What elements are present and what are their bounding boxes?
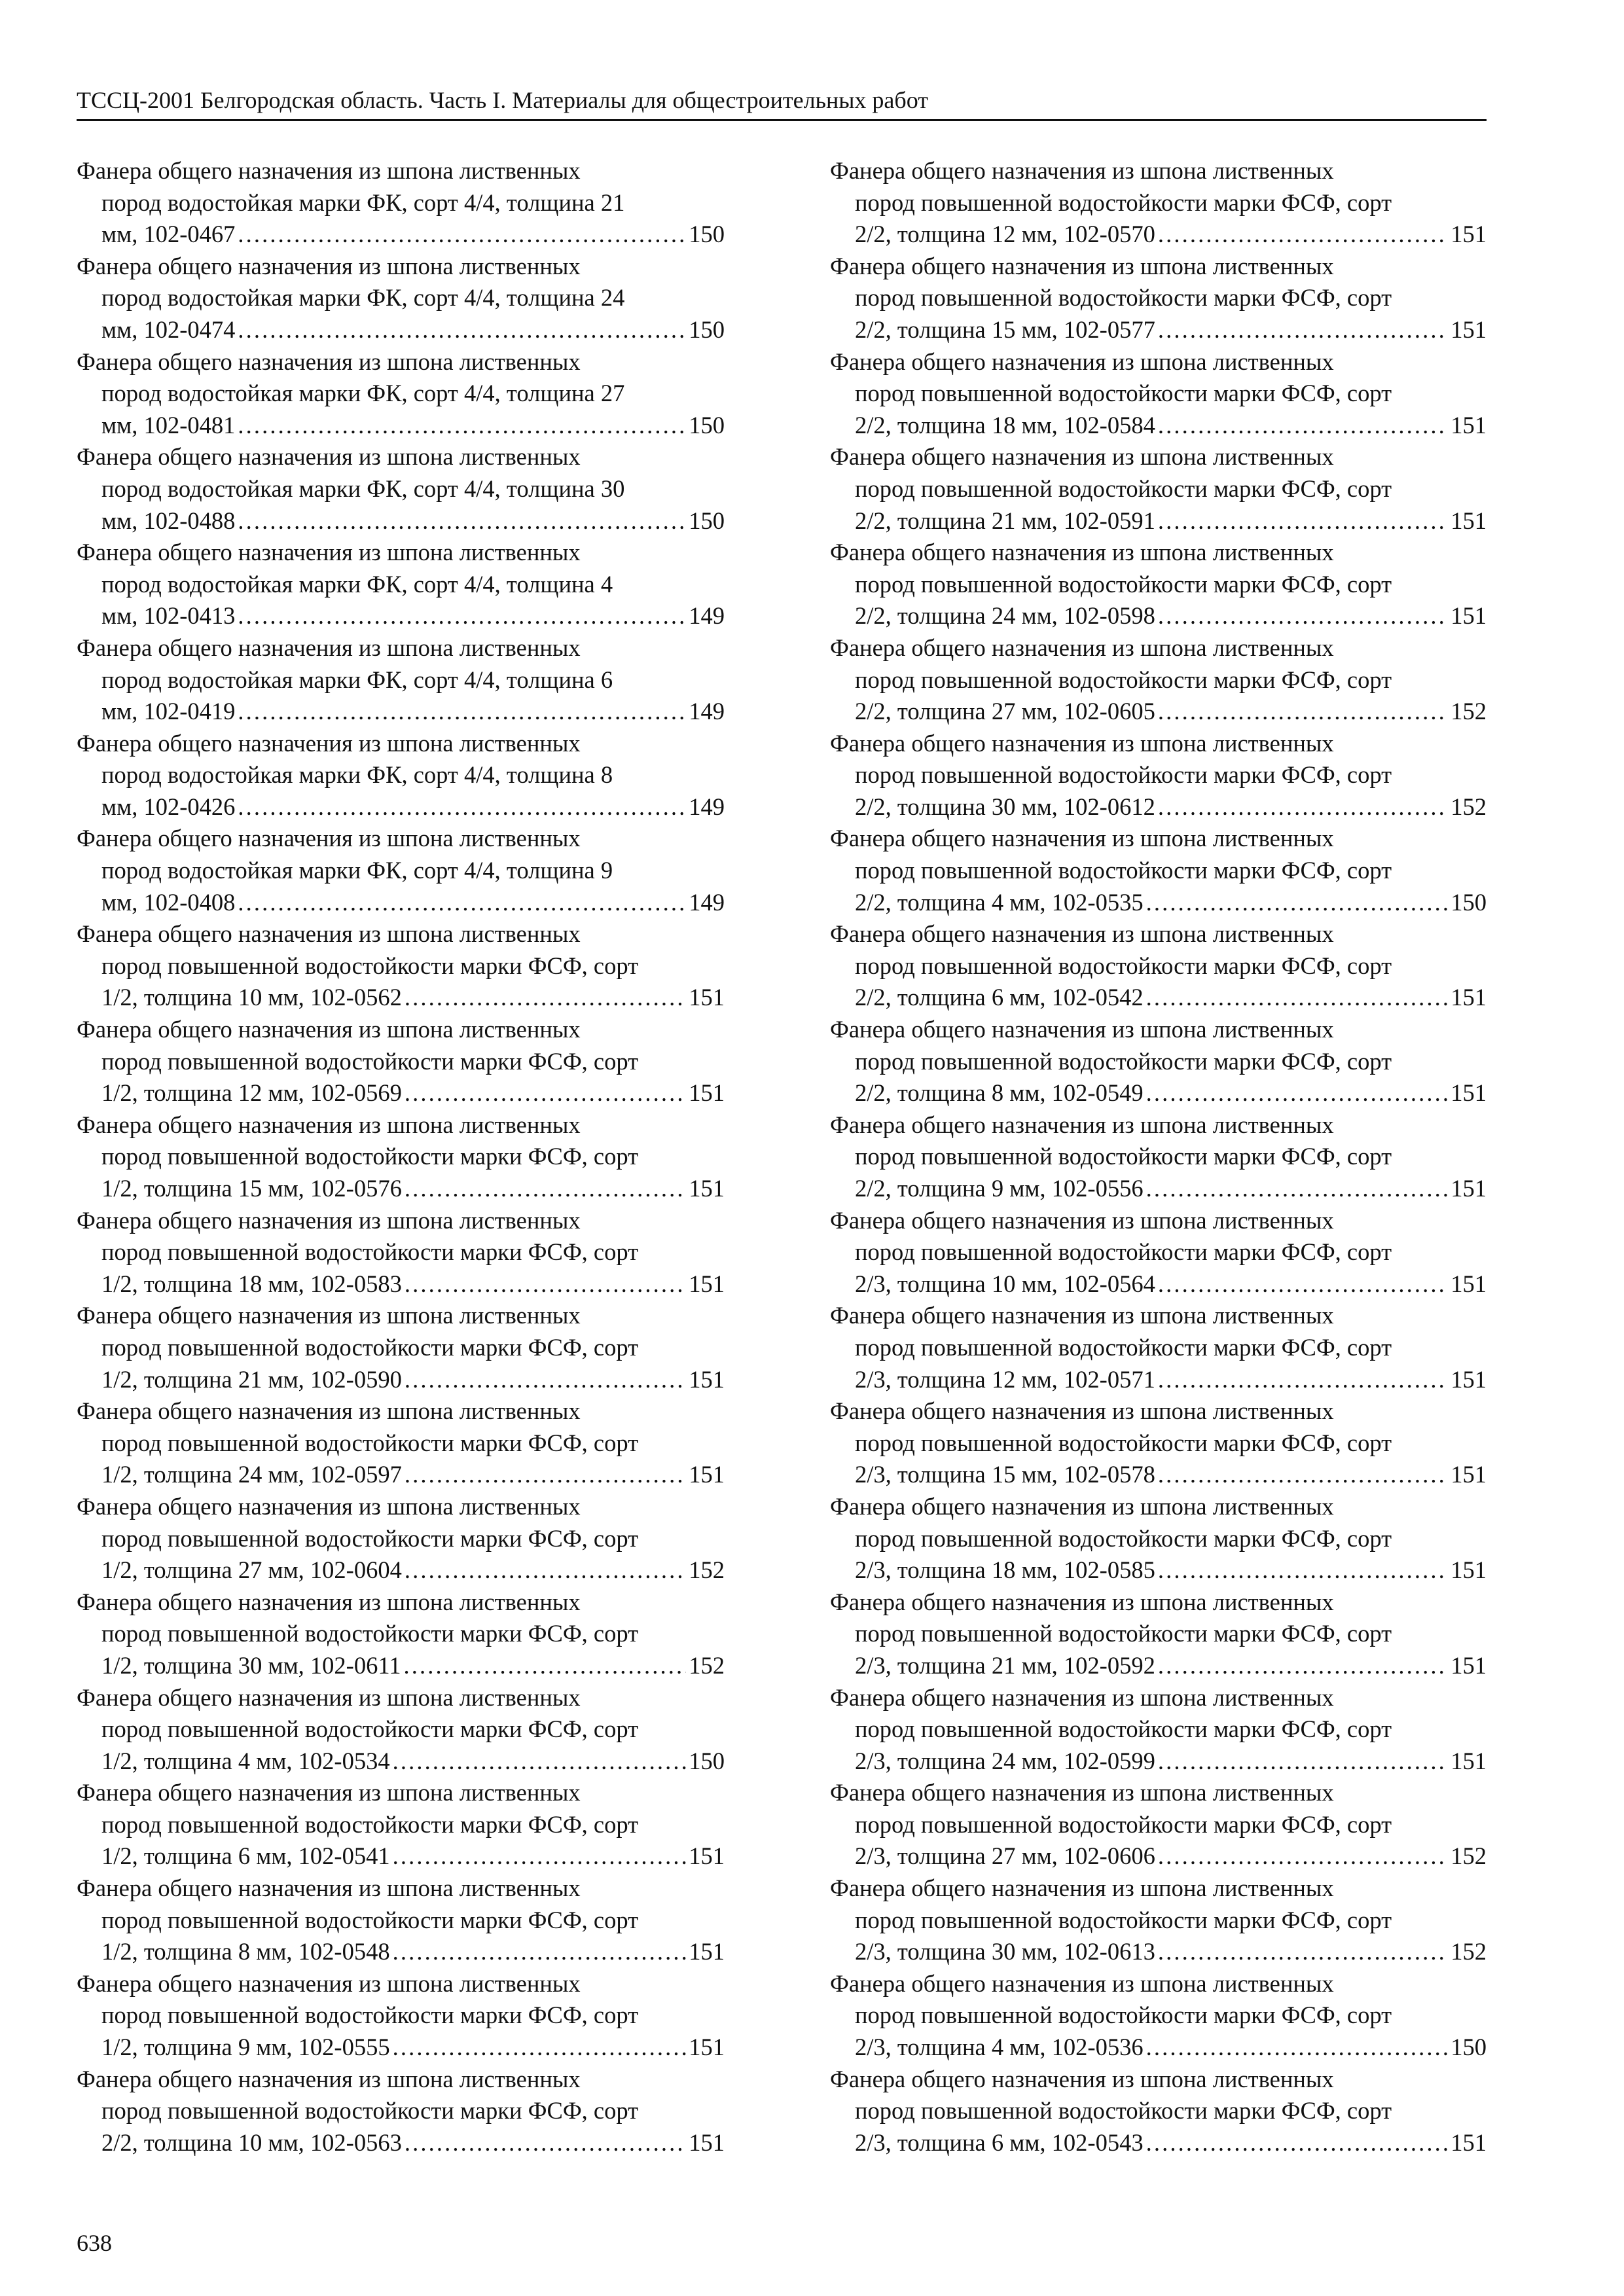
entry-text-line-1: Фанера общего назначения из шпона лиственных [830,252,1334,279]
entry-page-number: 151 [1451,602,1487,630]
entry-text-line-3 [77,1840,725,1873]
index-entry [830,1968,1487,2064]
dot-leader [1158,600,1448,632]
entry-text-line-2: пород повышенной водостойкости марки ФСФ, сорт [101,1810,639,1838]
entry-text-line-2: пород водостойкая марки ФК, сорт 4/4, толщина 6 [101,666,613,693]
entry-text-line-1: Фанера общего назначения из шпона лиственных [830,825,1334,852]
entry-text-line-3 [830,505,1487,537]
entry-code: 2/3, толщина 6 мм, 102-0543 [855,2128,1144,2156]
entry-text-line-2: пород повышенной водостойкости марки ФСФ, сорт [855,284,1392,312]
dot-leader [1158,219,1448,251]
index-entry [830,918,1487,1014]
entry-code: 2/2, толщина 24 мм, 102-0598 [855,602,1155,630]
entry-text-line-3 [77,1746,725,1778]
entry-text-line-2: пород повышенной водостойкости марки ФСФ, сорт [855,952,1392,979]
entry-text-line-3 [830,1077,1487,1109]
index-entry [830,155,1487,251]
dot-leader [405,1268,686,1300]
entry-code: 1/2, толщина 10 мм, 102-0562 [101,984,402,1011]
entry-page-number: 151 [1451,1747,1487,1774]
entry-page-number: 151 [689,2128,725,2156]
entry-text-line-2: пород водостойкая марки ФК, сорт 4/4, толщина 9 [101,857,613,884]
index-column-right [830,155,1487,2159]
entry-text-line-2: пород повышенной водостойкости марки ФСФ, сорт [855,857,1392,884]
entry-text-line-1: Фанера общего назначения из шпона лиственных [77,1779,581,1806]
entry-text-line-3 [77,1459,725,1491]
entry-code: 2/2, толщина 10 мм, 102-0563 [101,2128,402,2156]
entry-text-line-3 [77,1077,725,1109]
entry-text-line-2: пород повышенной водостойкости марки ФСФ, сорт [101,1143,639,1170]
index-entry [77,1491,725,1587]
entry-page-number: 151 [1451,984,1487,1011]
entry-text-line-1: Фанера общего назначения из шпона лиственных [77,920,581,948]
entry-code: 1/2, толщина 6 мм, 102-0541 [101,1842,390,1870]
entry-page-number: 152 [1451,793,1487,820]
index-entry [830,1014,1487,1109]
entry-text-line-1: Фанера общего назначения из шпона лиственных [830,1588,1334,1615]
entry-text-line-3 [77,1268,725,1300]
entry-code: 2/2, толщина 15 мм, 102-0577 [855,315,1155,343]
entry-text-line-1: Фанера общего назначения из шпона лиственных [830,2065,1334,2092]
index-entry [77,1777,725,1873]
entry-code: 2/2, толщина 9 мм, 102-0556 [855,1175,1144,1202]
entry-text-line-3 [830,1650,1487,1682]
dot-leader [238,314,686,346]
entry-code: 2/2, толщина 30 мм, 102-0612 [855,793,1155,820]
entry-text-line-1: Фанера общего назначения из шпона лиственных [77,1874,581,1902]
dot-leader [1146,982,1449,1014]
entry-text-line-2: пород повышенной водостойкости марки ФСФ, сорт [101,1524,639,1552]
entry-text-line-2: пород повышенной водостойкости марки ФСФ, сорт [855,1715,1392,1743]
dot-leader [1158,314,1448,346]
index-entry [830,1587,1487,1682]
entry-text-line-2: пород повышенной водостойкости марки ФСФ, сорт [855,1238,1392,1266]
entry-code: 1/2, толщина 30 мм, 102-0611 [101,1651,401,1679]
entry-page-number: 150 [1451,2034,1487,2061]
entry-text-line-2: пород повышенной водостойкости марки ФСФ, сорт [855,666,1392,693]
entry-text-line-3 [830,1840,1487,1873]
dot-leader [238,791,686,823]
entry-page-number: 150 [689,221,725,248]
entry-text-line-2: пород повышенной водостойкости марки ФСФ, сорт [855,2001,1392,2029]
entry-page-number: 150 [689,1747,725,1774]
entry-page-number: 152 [1451,698,1487,725]
entry-page-number: 151 [689,2034,725,2061]
index-entry [77,1587,725,1682]
entry-code: мм, 102-0481 [101,411,236,439]
entry-code: 1/2, толщина 15 мм, 102-0576 [101,1175,402,1202]
entry-text-line-2: пород повышенной водостойкости марки ФСФ, сорт [101,952,639,979]
dot-leader [1158,410,1448,442]
entry-page-number: 151 [1451,1556,1487,1584]
entry-text-line-1: Фанера общего назначения из шпона лиственных [830,920,1334,948]
entry-text-line-2: пород повышенной водостойкости марки ФСФ, сорт [855,570,1392,598]
entry-text-line-3 [830,1936,1487,1968]
dot-leader [405,1077,686,1109]
entry-page-number: 151 [1451,1175,1487,1202]
entry-text-line-3 [77,1936,725,1968]
entry-text-line-1: Фанера общего назначения из шпона лиственных [77,1683,581,1711]
entry-code: 1/2, толщина 24 мм, 102-0597 [101,1461,402,1488]
entry-text-line-3 [77,410,725,442]
entry-text-line-2: пород повышенной водостойкости марки ФСФ, сорт [855,1333,1392,1361]
entry-page-number: 151 [1451,221,1487,248]
index-entry [77,632,725,728]
entry-page-number: 149 [689,602,725,630]
dot-leader [405,982,686,1014]
entry-text-line-3 [830,1364,1487,1396]
entry-code: 1/2, толщина 8 мм, 102-0548 [101,1938,390,1965]
dot-leader [238,505,686,537]
dot-leader [1158,1936,1448,1968]
entry-text-line-3 [830,696,1487,728]
entry-page-number: 151 [689,1365,725,1393]
entry-page-number: 151 [689,1079,725,1107]
entry-code: мм, 102-0488 [101,507,236,534]
entry-page-number: 151 [1451,507,1487,534]
entry-text-line-1: Фанера общего назначения из шпона лиственных [77,252,581,279]
entry-text-line-3 [830,2032,1487,2064]
entry-page-number: 149 [689,888,725,916]
entry-text-line-3 [830,1173,1487,1205]
index-entry [77,155,725,251]
entry-page-number: 151 [1451,1270,1487,1297]
entry-text-line-1: Фанера общего назначения из шпона лиственных [77,1492,581,1520]
entry-text-line-2: пород повышенной водостойкости марки ФСФ, сорт [101,1238,639,1266]
entry-text-line-2: пород повышенной водостойкости марки ФСФ, сорт [855,1524,1392,1552]
entry-text-line-2: пород повышенной водостойкости марки ФСФ, сорт [855,761,1392,789]
entry-code: 2/3, толщина 30 мм, 102-0613 [855,1938,1155,1965]
running-header: ТССЦ-2001 Белгородская область. Часть I. Материалы для общестроительных работ [77,84,1487,121]
index-entry [77,1014,725,1109]
entry-code: 2/3, толщина 21 мм, 102-0592 [855,1651,1155,1679]
entry-code: 2/2, толщина 6 мм, 102-0542 [855,984,1144,1011]
dot-leader [1158,1746,1448,1778]
index-entry [77,1300,725,1395]
entry-page-number: 152 [689,1651,725,1679]
dot-leader [405,1459,686,1491]
index-entry [830,441,1487,537]
entry-text-line-3 [830,600,1487,632]
index-entry [830,823,1487,918]
index-entry [77,1109,725,1205]
entry-text-line-2: пород повышенной водостойкости марки ФСФ, сорт [101,1620,639,1647]
entry-text-line-1: Фанера общего назначения из шпона лиственных [830,348,1334,375]
dot-leader [1158,1650,1448,1682]
index-entry [77,1968,725,2064]
dot-leader [405,1173,686,1205]
index-entry [77,1873,725,1968]
entry-text-line-3 [77,314,725,346]
entry-text-line-1: Фанера общего назначения из шпона лиственных [830,443,1334,471]
dot-leader [393,1840,687,1873]
entry-text-line-2: пород повышенной водостойкости марки ФСФ, сорт [855,1620,1392,1647]
index-entry [830,1682,1487,1778]
entry-text-line-3 [830,1746,1487,1778]
dot-leader [393,1936,687,1968]
entry-text-line-1: Фанера общего назначения из шпона лиственных [77,1016,581,1043]
index-entry [77,346,725,442]
entry-text-line-1: Фанера общего назначения из шпона лиственных [77,1969,581,1997]
index-entry [830,1395,1487,1491]
entry-text-line-3 [830,1268,1487,1300]
index-entry [77,441,725,537]
entry-page-number: 151 [1451,411,1487,439]
index-entry [830,1109,1487,1205]
entry-text-line-3 [830,1459,1487,1491]
entry-text-line-1: Фанера общего назначения из шпона лиственных [77,539,581,566]
entry-code: 2/3, толщина 27 мм, 102-0606 [855,1842,1155,1870]
entry-text-line-1: Фанера общего назначения из шпона лиственных [830,1397,1334,1425]
entry-text-line-2: пород повышенной водостойкости марки ФСФ, сорт [101,2001,639,2029]
entry-text-line-1: Фанера общего назначения из шпона лиственных [77,348,581,375]
entry-text-line-3 [77,1364,725,1396]
entry-text-line-3 [77,696,725,728]
entry-code: 1/2, толщина 9 мм, 102-0555 [101,2034,390,2061]
dot-leader [403,1650,686,1682]
entry-text-line-1: Фанера общего назначения из шпона лиственных [77,825,581,852]
entry-code: 1/2, толщина 27 мм, 102-0604 [101,1556,402,1584]
entry-text-line-2: пород водостойкая марки ФК, сорт 4/4, толщина 24 [101,284,625,312]
dot-leader [238,600,686,632]
entry-text-line-3 [830,2127,1487,2159]
dot-leader [1158,1268,1448,1300]
dot-leader [1158,1554,1448,1587]
entry-page-number: 150 [689,411,725,439]
entry-code: 2/3, толщина 24 мм, 102-0599 [855,1747,1155,1774]
dot-leader [1158,505,1448,537]
entry-text-line-1: Фанера общего назначения из шпона лиственных [77,443,581,471]
index-entry [830,728,1487,823]
entry-code: мм, 102-0408 [101,888,236,916]
entry-text-line-3 [77,887,725,919]
entry-text-line-1: Фанера общего назначения из шпона лиственных [77,1302,581,1329]
dot-leader [1158,1459,1448,1491]
entry-text-line-3 [77,505,725,537]
entry-text-line-3 [77,219,725,251]
entry-code: мм, 102-0419 [101,698,236,725]
entry-text-line-3 [77,2127,725,2159]
index-entry [77,537,725,632]
entry-text-line-3 [830,791,1487,823]
entry-code: 2/3, толщина 12 мм, 102-0571 [855,1365,1155,1393]
entry-text-line-2: пород водостойкая марки ФК, сорт 4/4, толщина 30 [101,475,625,502]
entry-text-line-2: пород повышенной водостойкости марки ФСФ, сорт [101,1429,639,1456]
entry-page-number: 151 [1451,1461,1487,1488]
entry-code: 1/2, толщина 12 мм, 102-0569 [101,1079,402,1107]
index-entry [830,1491,1487,1587]
entry-text-line-1: Фанера общего назначения из шпона лиственных [830,1874,1334,1902]
entry-code: 1/2, толщина 4 мм, 102-0534 [101,1747,390,1774]
dot-leader [1146,1077,1449,1109]
entry-code: 2/2, толщина 12 мм, 102-0570 [855,221,1155,248]
dot-leader [238,410,686,442]
dot-leader [1146,2032,1449,2064]
entry-text-line-2: пород водостойкая марки ФК, сорт 4/4, толщина 27 [101,380,625,407]
entry-text-line-1: Фанера общего назначения из шпона лиственных [830,1111,1334,1138]
entry-text-line-3 [830,314,1487,346]
index-entry [77,1395,725,1491]
entry-text-line-3 [77,1554,725,1587]
dot-leader [238,887,686,919]
entry-page-number: 151 [689,1842,725,1870]
dot-leader [1158,791,1448,823]
index-entry [830,632,1487,728]
entry-page-number: 151 [1451,1651,1487,1679]
entry-text-line-1: Фанера общего назначения из шпона лиственных [830,1492,1334,1520]
index-entry [77,251,725,346]
entry-text-line-1: Фанера общего назначения из шпона лиственных [77,1206,581,1234]
dot-leader [393,1746,687,1778]
entry-text-line-1: Фанера общего назначения из шпона лиственных [830,1683,1334,1711]
index-entry [830,346,1487,442]
entry-page-number: 151 [1451,1079,1487,1107]
entry-text-line-2: пород повышенной водостойкости марки ФСФ, сорт [855,188,1392,216]
entry-page-number: 149 [689,793,725,820]
entry-code: 2/3, толщина 18 мм, 102-0585 [855,1556,1155,1584]
entry-code: 2/2, толщина 4 мм, 102-0535 [855,888,1144,916]
entry-text-line-3 [77,600,725,632]
entry-text-line-2: пород повышенной водостойкости марки ФСФ, сорт [101,2097,639,2125]
dot-leader [1158,1840,1448,1873]
entry-text-line-2: пород водостойкая марки ФК, сорт 4/4, толщина 4 [101,570,613,598]
entry-page-number: 151 [689,1461,725,1488]
entry-code: 2/3, толщина 4 мм, 102-0536 [855,2034,1144,2061]
entry-text-line-3 [830,410,1487,442]
entry-code: мм, 102-0467 [101,221,236,248]
entry-text-line-3 [830,219,1487,251]
entry-page-number: 151 [689,1938,725,1965]
index-entry [77,1682,725,1778]
entry-page-number: 151 [1451,1365,1487,1393]
entry-text-line-1: Фанера общего назначения из шпона лиственных [830,1302,1334,1329]
entry-text-line-2: пород водостойкая марки ФК, сорт 4/4, толщина 21 [101,188,625,216]
entry-text-line-1: Фанера общего назначения из шпона лиственных [77,729,581,757]
index-entry [830,1300,1487,1395]
dot-leader [1146,2127,1449,2159]
entry-code: мм, 102-0413 [101,602,236,630]
entry-text-line-1: Фанера общего назначения из шпона лиственных [830,1969,1334,1997]
entry-text-line-1: Фанера общего назначения из шпона лиственных [77,2065,581,2092]
index-entry [77,1205,725,1300]
entry-text-line-3 [77,982,725,1014]
entry-page-number: 151 [1451,2128,1487,2156]
entry-text-line-3 [830,1554,1487,1587]
entry-code: 2/2, толщина 27 мм, 102-0605 [855,698,1155,725]
entry-page-number: 150 [689,315,725,343]
entry-text-line-1: Фанера общего назначения из шпона лиственных [830,634,1334,661]
dot-leader [405,1554,686,1587]
dot-leader [238,696,686,728]
entry-code: мм, 102-0474 [101,315,236,343]
dot-leader [405,2127,686,2159]
entry-text-line-1: Фанера общего назначения из шпона лиственных [830,1779,1334,1806]
entry-page-number: 152 [1451,1938,1487,1965]
dot-leader [1146,1173,1449,1205]
entry-text-line-3 [830,887,1487,919]
dot-leader [405,1364,686,1396]
entry-page-number: 152 [1451,1842,1487,1870]
entry-page-number: 151 [689,1175,725,1202]
entry-text-line-1: Фанера общего назначения из шпона лиственных [830,157,1334,184]
entry-code: 1/2, толщина 18 мм, 102-0583 [101,1270,402,1297]
index-entry [77,823,725,918]
entry-code: 2/2, толщина 21 мм, 102-0591 [855,507,1155,534]
entry-text-line-2: пород повышенной водостойкости марки ФСФ, сорт [855,1429,1392,1456]
index-entry [830,1777,1487,1873]
entry-text-line-1: Фанера общего назначения из шпона лиственных [830,1016,1334,1043]
entry-page-number: 149 [689,698,725,725]
entry-text-line-1: Фанера общего назначения из шпона лиственных [77,1588,581,1615]
entry-text-line-1: Фанера общего назначения из шпона лиственных [830,1206,1334,1234]
entry-page-number: 151 [689,984,725,1011]
index-entry [77,2064,725,2159]
entry-text-line-2: пород повышенной водостойкости марки ФСФ, сорт [855,380,1392,407]
index-entry [830,2064,1487,2159]
entry-text-line-1: Фанера общего назначения из шпона лиственных [830,539,1334,566]
entry-code: 2/3, толщина 15 мм, 102-0578 [855,1461,1155,1488]
entry-code: мм, 102-0426 [101,793,236,820]
entry-code: 2/2, толщина 8 мм, 102-0549 [855,1079,1144,1107]
dot-leader [1158,1364,1448,1396]
entry-text-line-2: пород повышенной водостойкости марки ФСФ, сорт [101,1715,639,1743]
entry-text-line-3 [77,2032,725,2064]
dot-leader [238,219,686,251]
entry-code: 2/2, толщина 18 мм, 102-0584 [855,411,1155,439]
index-entry [830,1205,1487,1300]
entry-page-number: 150 [689,507,725,534]
entry-text-line-3 [77,1650,725,1682]
page-number: 638 [77,2230,112,2256]
entry-text-line-3 [77,791,725,823]
entry-text-line-2: пород повышенной водостойкости марки ФСФ, сорт [101,1906,639,1933]
entry-text-line-1: Фанера общего назначения из шпона лиственных [77,634,581,661]
entry-text-line-2: пород повышенной водостойкости марки ФСФ, сорт [855,1906,1392,1933]
entry-text-line-1: Фанера общего назначения из шпона лиственных [77,1111,581,1138]
entry-text-line-3 [830,982,1487,1014]
entry-text-line-2: пород водостойкая марки ФК, сорт 4/4, толщина 8 [101,761,613,789]
index-column-left [77,155,725,2159]
index-entry [77,728,725,823]
entry-text-line-1: Фанера общего назначения из шпона лиственных [77,1397,581,1425]
entry-page-number: 152 [689,1556,725,1584]
entry-text-line-3 [77,1173,725,1205]
entry-code: 2/3, толщина 10 мм, 102-0564 [855,1270,1155,1297]
entry-text-line-2: пород повышенной водостойкости марки ФСФ, сорт [855,1810,1392,1838]
entry-page-number: 151 [1451,315,1487,343]
entry-text-line-1: Фанера общего назначения из шпона лиственных [77,157,581,184]
dot-leader [1146,887,1449,919]
entry-text-line-2: пород повышенной водостойкости марки ФСФ, сорт [855,2097,1392,2125]
entry-page-number: 150 [1451,888,1487,916]
entry-text-line-2: пород повышенной водостойкости марки ФСФ, сорт [855,1143,1392,1170]
entry-text-line-2: пород повышенной водостойкости марки ФСФ, сорт [101,1047,639,1075]
index-entry [77,918,725,1014]
index-entry [830,1873,1487,1968]
dot-leader [393,2032,687,2064]
entry-code: 1/2, толщина 21 мм, 102-0590 [101,1365,402,1393]
dot-leader [1158,696,1448,728]
index-entry [830,537,1487,632]
entry-page-number: 151 [689,1270,725,1297]
entry-text-line-1: Фанера общего назначения из шпона лиственных [830,729,1334,757]
entry-text-line-2: пород повышенной водостойкости марки ФСФ, сорт [855,1047,1392,1075]
entry-text-line-2: пород повышенной водостойкости марки ФСФ, сорт [855,475,1392,502]
index-entry [830,251,1487,346]
entry-text-line-2: пород повышенной водостойкости марки ФСФ, сорт [101,1333,639,1361]
